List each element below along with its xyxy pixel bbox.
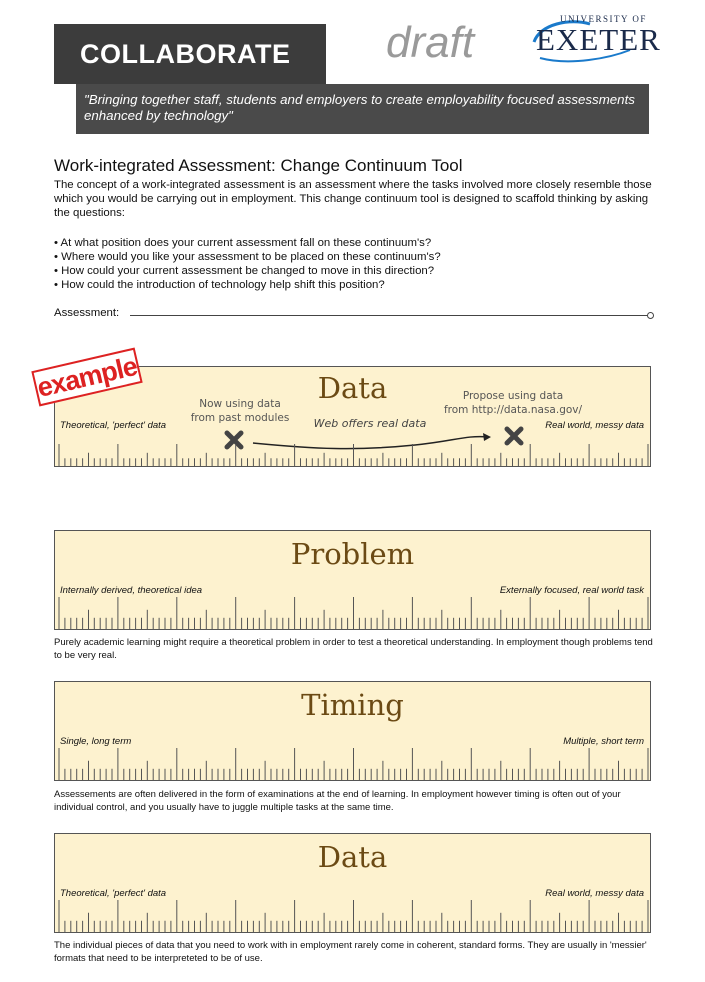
collaborate-title: COLLABORATE xyxy=(54,24,326,84)
scale-left-label: Single, long term xyxy=(60,736,132,747)
scale-right-label: Multiple, short term xyxy=(563,736,644,747)
ruler-ticks xyxy=(55,593,652,629)
question-item: • Where would you like your assessment to be placed on these continuum's? xyxy=(54,251,441,263)
ruler-ticks xyxy=(55,744,652,780)
question-item: • How could your current assessment be changed to move in this direction? xyxy=(54,265,435,277)
assessment-line-end-dot xyxy=(647,312,654,319)
scale-left-label: Theoretical, 'perfect' data xyxy=(60,888,167,899)
example-data-scale xyxy=(54,366,651,467)
question-list xyxy=(54,236,654,292)
university-logo xyxy=(530,14,661,64)
scale-left-label: Internally derived, theoretical idea xyxy=(60,585,203,596)
timing-description: Assessements are often delivered in the form of examinations at the end of learning. In employment however timing is often out of your individual control, and you usually have to juggle multiple tasks at the same time. xyxy=(54,789,621,813)
logo-university-of: UNIVERSITY OF xyxy=(560,14,647,24)
note-line: Propose using data xyxy=(462,390,564,402)
note-line: Now using data xyxy=(199,398,281,410)
problem-description: Purely academic learning might require a theoretical problem in order to test a theoretical understanding. In employment though problems tend to be very real. xyxy=(54,637,653,661)
assessment-label: Assessment: xyxy=(54,307,120,319)
scale-title: Problem xyxy=(290,537,415,571)
ruler-ticks xyxy=(55,440,652,466)
question-item: • At what position does your current assessment fall on these continuum's? xyxy=(54,237,432,249)
data-scale xyxy=(54,833,651,933)
scale-title: Data xyxy=(317,371,388,405)
ruler-ticks xyxy=(55,896,652,932)
scale-title: Data xyxy=(317,840,388,874)
scale-title: Timing xyxy=(301,688,404,722)
question-item: • How could the introduction of technology help shift this position? xyxy=(54,279,385,291)
timing-scale xyxy=(54,681,651,781)
assessment-write-line[interactable] xyxy=(130,315,651,316)
page-heading: Work-integrated Assessment: Change Continuum Tool xyxy=(54,156,463,175)
web-data-note: Web offers real data xyxy=(313,417,427,430)
scale-right-label: Real world, messy data xyxy=(545,420,644,431)
scale-right-label: Real world, messy data xyxy=(545,888,644,899)
intro-paragraph: The concept of a work-integrated assessment is an assessment where the tasks involved more closely resemble those which you would be carrying out in employment. This change continuum tool is designed to scaffold thinking by asking the questions: xyxy=(54,179,652,219)
tagline-quote: "Bringing together staff, students and employers to create employability focused assessments enhanced by technology" xyxy=(76,84,649,134)
scale-right-label: Externally focused, real world task xyxy=(499,585,644,596)
example-stamp: example xyxy=(31,348,142,407)
note-line: from http://data.nasa.gov/ xyxy=(443,404,583,416)
note-line: from past modules xyxy=(190,412,290,424)
data-description: The individual pieces of data that you need to work with in employment rarely come in coherent, standard forms. They are usually in 'messier' formats that need to be interpreteted to be of use. xyxy=(54,940,647,964)
scale-left-label: Theoretical, 'perfect' data xyxy=(60,420,167,431)
logo-exeter: EXETER xyxy=(536,22,661,57)
problem-scale xyxy=(54,530,651,630)
draft-watermark: draft xyxy=(386,18,475,67)
